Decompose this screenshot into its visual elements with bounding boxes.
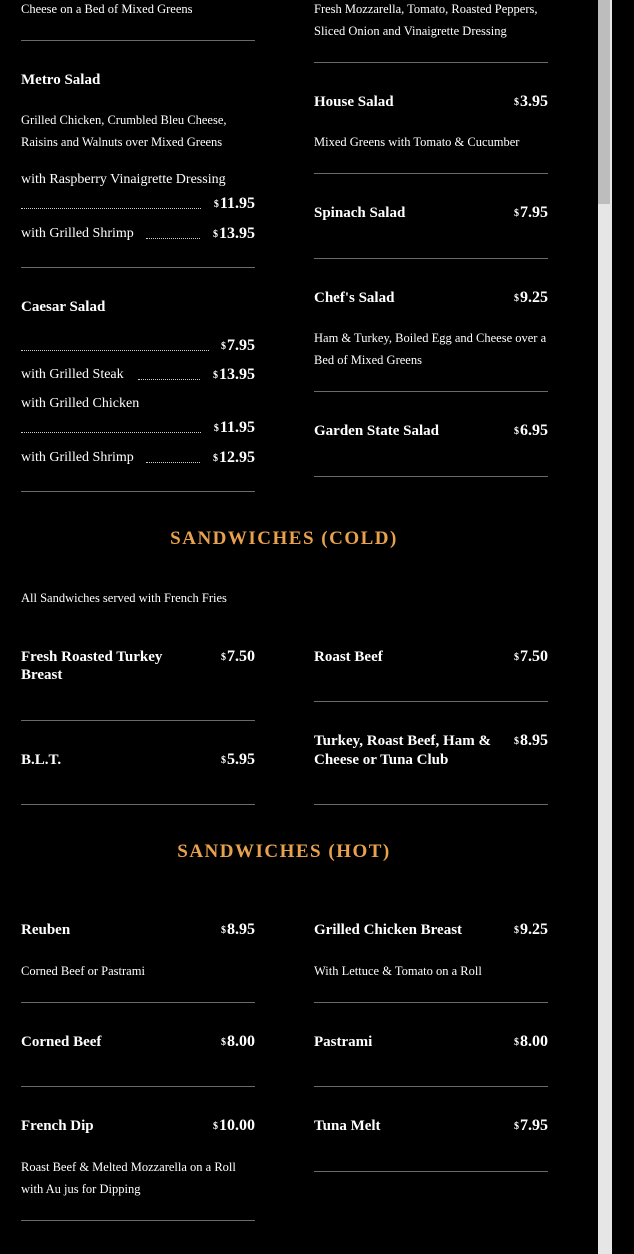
grilled-chicken-breast-name: Grilled Chicken Breast bbox=[314, 922, 463, 938]
metro-salad-description: Raisins and Walnuts over Mixed Greens bbox=[21, 135, 223, 149]
garden-state-salad-name: Garden State Salad bbox=[314, 423, 440, 439]
divider bbox=[21, 1086, 255, 1087]
pastrami-price: $8.00 bbox=[514, 1033, 548, 1050]
spinach-salad-price: $7.95 bbox=[514, 204, 548, 221]
corned-beef-price: $8.00 bbox=[221, 1033, 255, 1050]
metro-salad-name: Metro Salad bbox=[21, 72, 101, 88]
chefs-salad-description: Ham & Turkey, Boiled Egg and Cheese over a bbox=[314, 331, 547, 345]
metro-option-price: $11.95 bbox=[213, 195, 255, 212]
pastrami-name: Pastrami bbox=[314, 1034, 373, 1050]
french-dip-description: with Au jus for Dipping bbox=[21, 1182, 141, 1196]
blt-price: $5.95 bbox=[221, 751, 255, 768]
caesar-option-price: $13.95 bbox=[213, 366, 255, 383]
spinach-salad-name: Spinach Salad bbox=[314, 205, 406, 221]
caesar-option-price: $12.95 bbox=[213, 449, 255, 466]
reuben-price: $8.95 bbox=[221, 921, 255, 938]
divider bbox=[21, 267, 255, 268]
leader-dots bbox=[146, 238, 200, 239]
divider bbox=[21, 804, 255, 805]
leader-dots bbox=[21, 432, 201, 433]
divider bbox=[21, 40, 255, 41]
section-note: All Sandwiches served with French Fries bbox=[21, 591, 227, 605]
metro-option-price: $13.95 bbox=[213, 225, 255, 242]
caesar-option-label: with Grilled Chicken bbox=[21, 396, 140, 411]
house-salad-price: $3.95 bbox=[514, 93, 548, 110]
divider bbox=[21, 1220, 255, 1221]
divider bbox=[314, 1086, 548, 1087]
fresh-roasted-turkey-name: Fresh Roasted Turkey bbox=[21, 649, 163, 665]
divider bbox=[314, 391, 548, 392]
house-salad-name: House Salad bbox=[314, 94, 394, 110]
metro-salad-description: Grilled Chicken, Crumbled Bleu Cheese, bbox=[21, 113, 227, 127]
roast-beef-price: $7.50 bbox=[514, 648, 548, 665]
fresh-roasted-turkey-name: Breast bbox=[21, 667, 63, 683]
blt-name: B.L.T. bbox=[21, 752, 62, 768]
leader-dots bbox=[21, 350, 209, 351]
chefs-salad-name: Chef's Salad bbox=[314, 290, 395, 306]
leader-dots bbox=[138, 379, 200, 380]
french-dip-price: $10.00 bbox=[213, 1117, 255, 1134]
garden-state-salad-price: $6.95 bbox=[514, 422, 548, 439]
window-edge bbox=[612, 0, 634, 1254]
fresh-roasted-turkey-price: $7.50 bbox=[221, 648, 255, 665]
chefs-salad-price: $9.25 bbox=[514, 289, 548, 306]
caesar-option-label: with Grilled Steak bbox=[21, 367, 124, 382]
section-heading-sandwiches-hot: SANDWICHES (HOT) bbox=[177, 841, 391, 862]
metro-option-label: with Grilled Shrimp bbox=[21, 226, 134, 241]
corned-beef-name: Corned Beef bbox=[21, 1034, 102, 1050]
grilled-chicken-breast-description: With Lettuce & Tomato on a Roll bbox=[314, 964, 482, 978]
divider bbox=[314, 173, 548, 174]
divider bbox=[21, 1002, 255, 1003]
caesar-option-label: with Grilled Shrimp bbox=[21, 450, 134, 465]
divider bbox=[314, 258, 548, 259]
grilled-chicken-breast-price: $9.25 bbox=[514, 921, 548, 938]
tuna-melt-name: Tuna Melt bbox=[314, 1118, 381, 1134]
club-name: Cheese or Tuna Club bbox=[314, 752, 449, 768]
divider bbox=[314, 1002, 548, 1003]
menu-item-description: Cheese on a Bed of Mixed Greens bbox=[21, 2, 193, 16]
menu-item-description: Fresh Mozzarella, Tomato, Roasted Peppers, bbox=[314, 2, 538, 16]
leader-dots bbox=[21, 208, 201, 209]
tuna-melt-price: $7.95 bbox=[514, 1117, 548, 1134]
menu-item-description: Sliced Onion and Vinaigrette Dressing bbox=[314, 24, 507, 38]
club-name: Turkey, Roast Beef, Ham & bbox=[314, 733, 491, 749]
reuben-name: Reuben bbox=[21, 922, 71, 938]
section-heading-sandwiches-cold: SANDWICHES (COLD) bbox=[170, 528, 398, 549]
divider bbox=[21, 720, 255, 721]
divider bbox=[314, 804, 548, 805]
house-salad-description: Mixed Greens with Tomato & Cucumber bbox=[314, 135, 520, 149]
french-dip-name: French Dip bbox=[21, 1118, 94, 1134]
roast-beef-name: Roast Beef bbox=[314, 649, 383, 665]
chefs-salad-description: Bed of Mixed Greens bbox=[314, 353, 422, 367]
club-price: $8.95 bbox=[514, 732, 548, 749]
divider bbox=[314, 476, 548, 477]
vertical-scrollbar[interactable] bbox=[598, 0, 612, 1254]
leader-dots bbox=[146, 462, 200, 463]
divider bbox=[21, 491, 255, 492]
reuben-description: Corned Beef or Pastrami bbox=[21, 964, 145, 978]
caesar-salad-price: $7.95 bbox=[221, 337, 255, 354]
divider bbox=[314, 62, 548, 63]
metro-option-label: with Raspberry Vinaigrette Dressing bbox=[21, 172, 226, 187]
caesar-option-price: $11.95 bbox=[213, 419, 255, 436]
french-dip-description: Roast Beef & Melted Mozzarella on a Roll bbox=[21, 1160, 236, 1174]
divider bbox=[314, 701, 548, 702]
scrollbar-thumb[interactable] bbox=[598, 0, 610, 204]
caesar-salad-name: Caesar Salad bbox=[21, 299, 106, 315]
divider bbox=[314, 1171, 548, 1172]
